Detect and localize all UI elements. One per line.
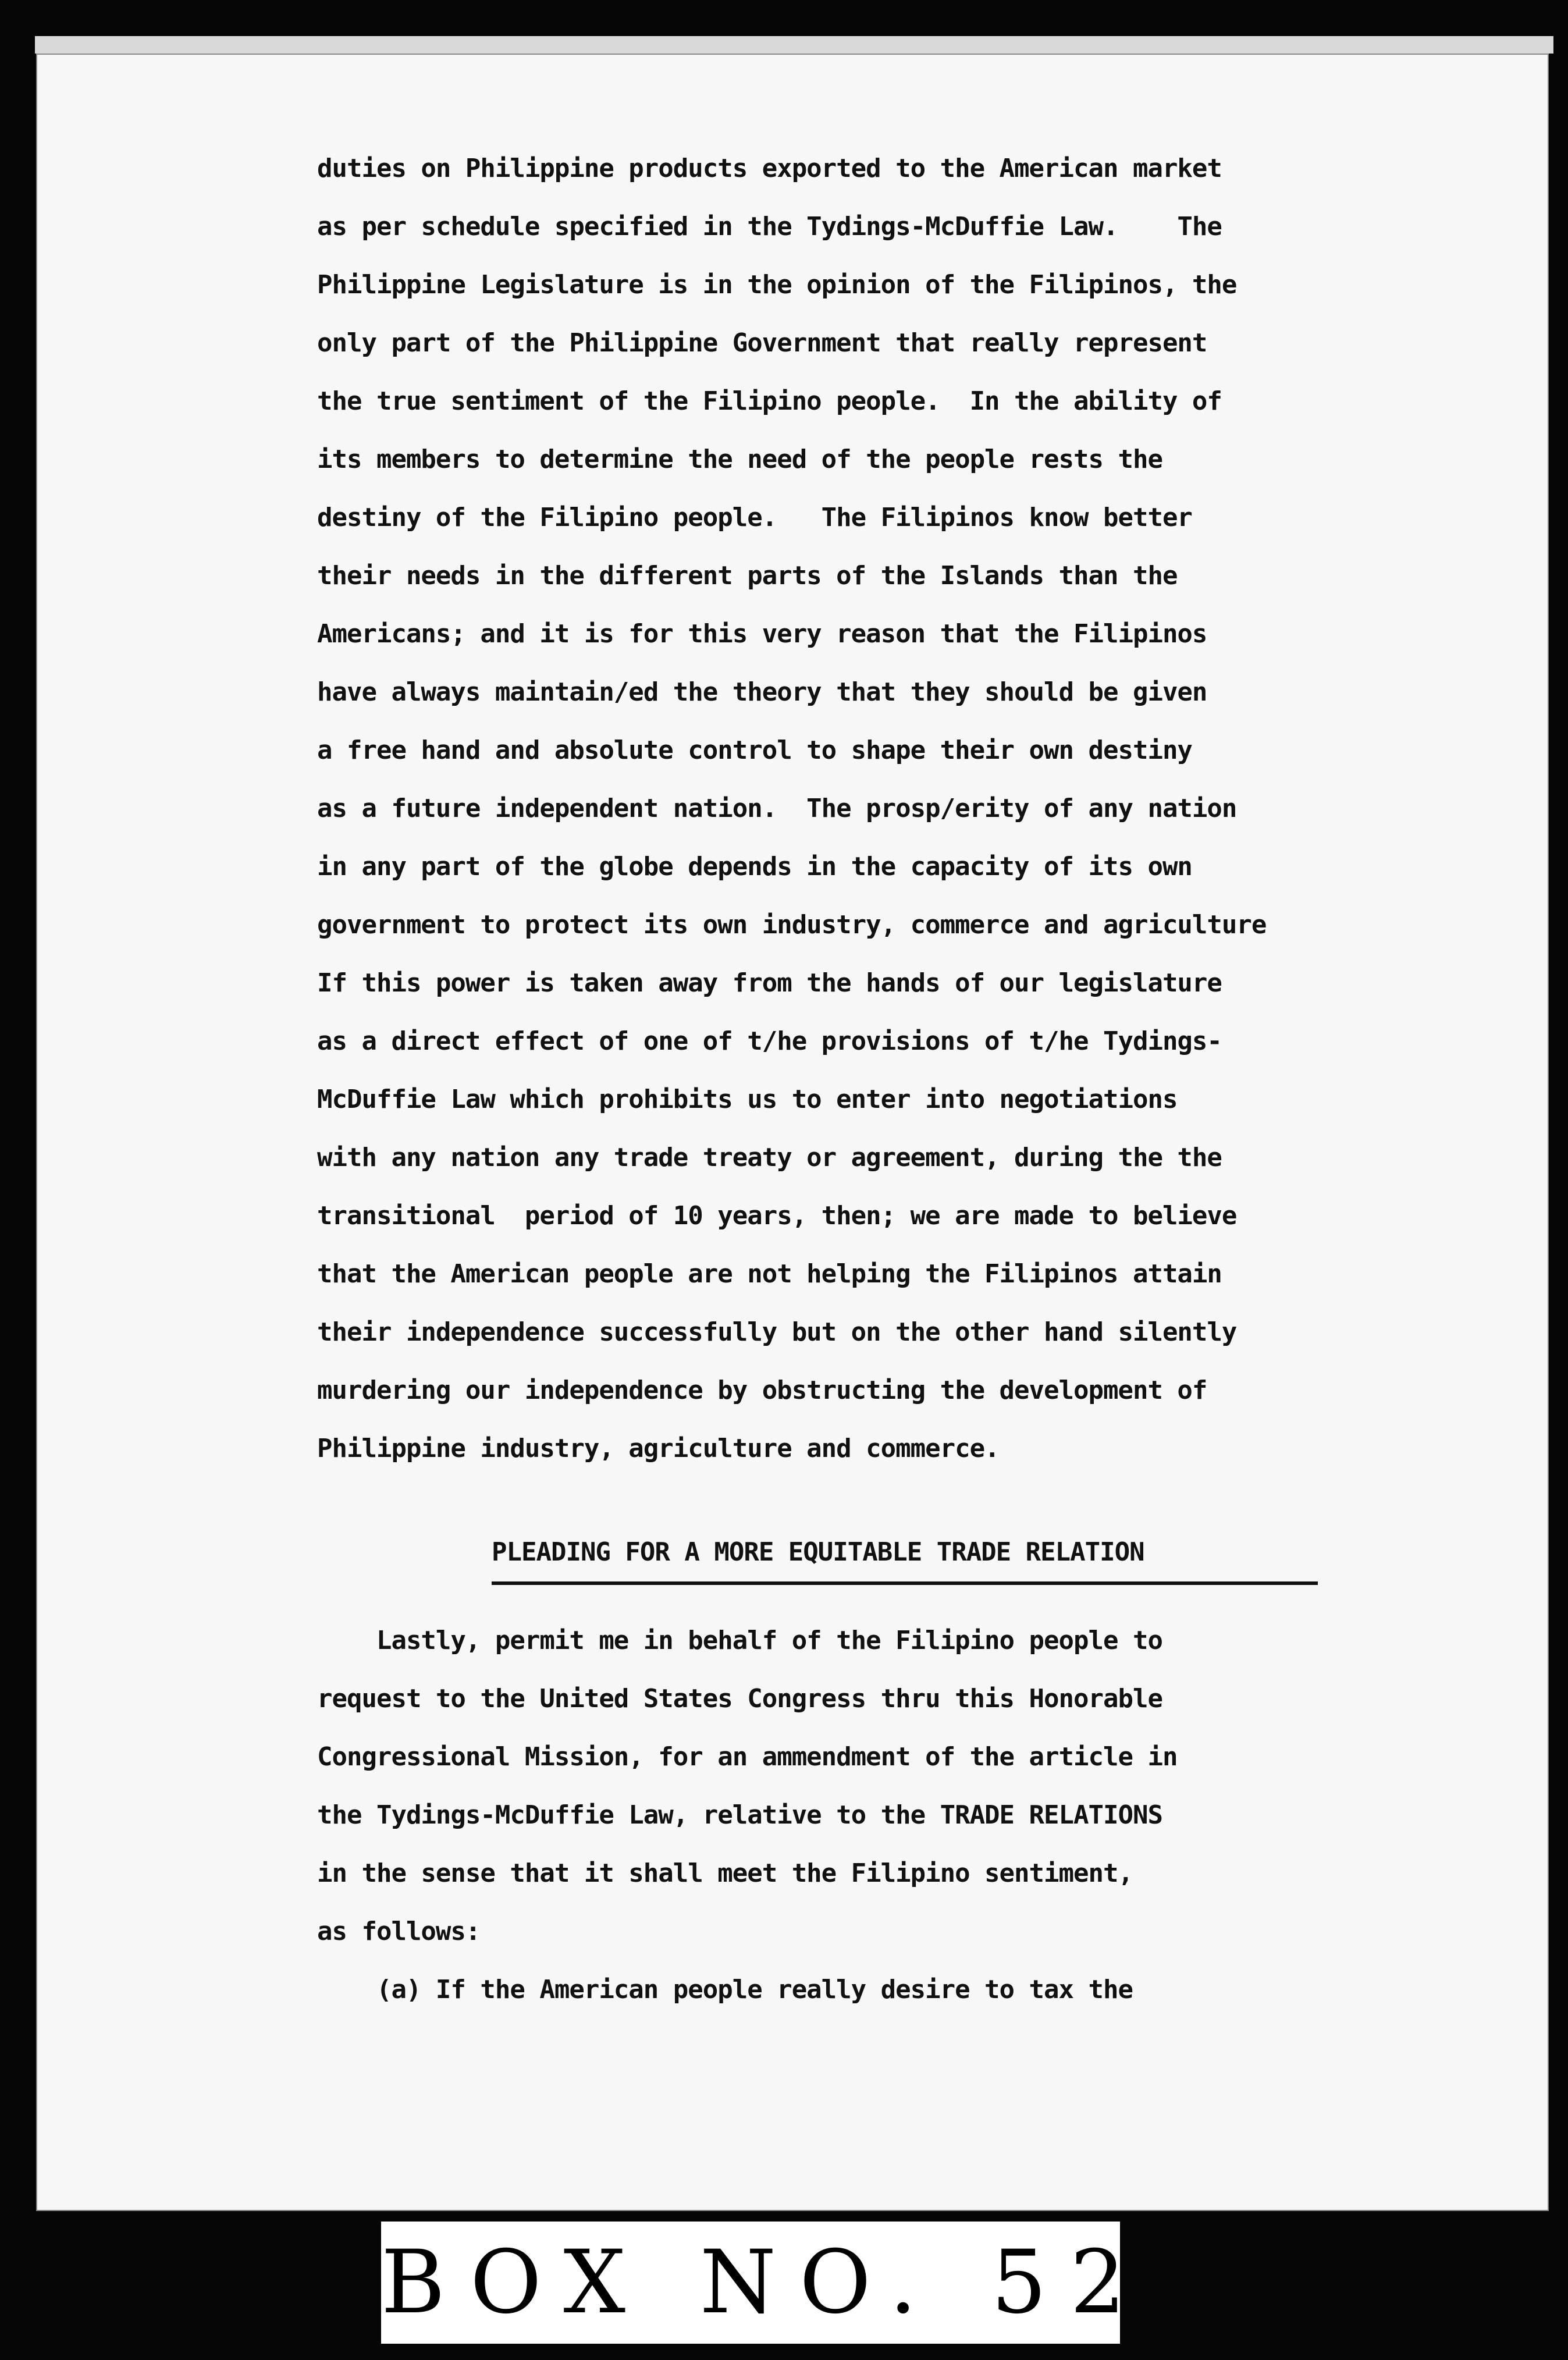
text-line: Lastly, permit me in behalf of the Filipino people to [317,1626,1162,1655]
text-line: government to protect its own industry, commerce and agriculture [317,910,1267,940]
paragraph-1 [317,140,1469,1478]
text-line: the Tydings-McDuffie Law, relative to the TRADE RELATIONS [317,1800,1162,1830]
text-line: Philippine Legislature is in the opinion of the Filipinos, the [317,270,1237,300]
text-line: in any part of the globe depends in the capacity of its own [317,852,1192,882]
text-line: McDuffie Law which prohibits us to enter into negotiations [317,1085,1178,1114]
text-line: only part of the Philippine Government that really represent [317,328,1207,358]
text-line: transitional period of 10 years, then; we are made to believe [317,1201,1237,1231]
text-line: Philippine industry, agriculture and commerce. [317,1434,1000,1463]
text-line: request to the United States Congress thru this Honorable [317,1684,1162,1714]
text-line: their independence successfully but on the other hand silently [317,1317,1237,1347]
text-line: as follows: [317,1917,481,1946]
text-line: in the sense that it shall meet the Filipino sentiment, [317,1858,1133,1888]
film-top-edge [35,36,1553,54]
paragraph-2 [317,1612,1469,2019]
text-line: have always maintain/ed the theory that they should be given [317,677,1207,707]
text-line: as a future independent nation. The prosp/erity of any nation [317,794,1237,823]
text-line: duties on Philippine products exported to the American market [317,154,1222,183]
box-number-label: BOX NO. 52 [381,2222,1120,2344]
text-line: a free hand and absolute control to shape their own destiny [317,735,1192,765]
text-line: murdering our independence by obstructing the development of [317,1376,1207,1405]
text-line: If this power is taken away from the hands of our legislature [317,968,1222,998]
text-line: as per schedule specified in the Tydings-McDuffie Law. The [317,212,1222,241]
text-line: the true sentiment of the Filipino people. In the ability of [317,386,1222,416]
text-line: Americans; and it is for this very reason that the Filipinos [317,619,1207,649]
text-line: that the American people are not helping the Filipinos attain [317,1259,1222,1289]
text-line: as a direct effect of one of t/he provisions of t/he Tydings- [317,1026,1222,1056]
text-line: their needs in the different parts of the Islands than the [317,561,1178,591]
text-line: its members to determine the need of the people rests the [317,445,1162,474]
text-line: Congressional Mission, for an ammendment of the article in [317,1742,1178,1772]
section-heading: PLEADING FOR A MORE EQUITABLE TRADE RELATION [492,1523,1318,1585]
text-line: destiny of the Filipino people. The Filipinos know better [317,503,1192,532]
text-line: (a) If the American people really desire to tax the [317,1975,1133,2004]
text-line: with any nation any trade treaty or agreement, during the the [317,1143,1222,1172]
